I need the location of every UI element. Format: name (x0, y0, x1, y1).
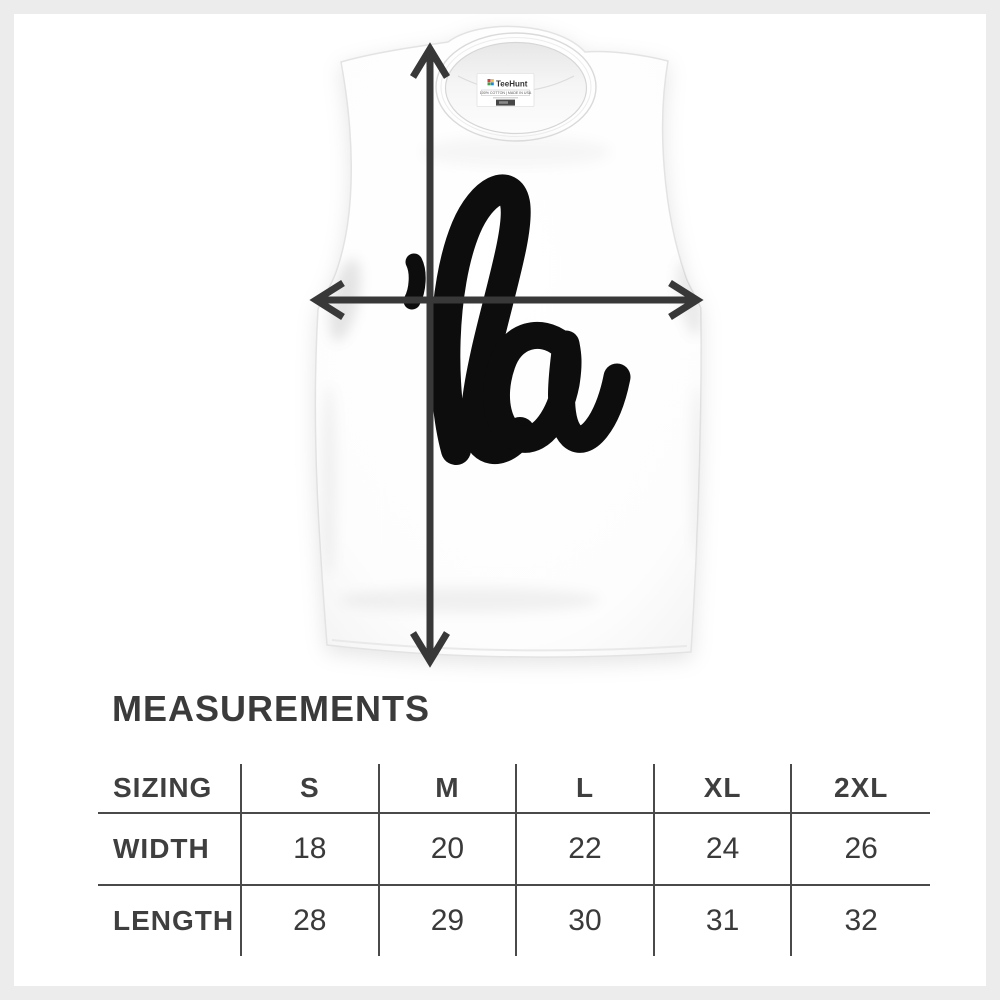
width-s: 18 (242, 814, 380, 884)
fine-print-line (493, 97, 518, 98)
col-header-l: L (517, 764, 655, 812)
col-header-2xl: 2XL (834, 772, 889, 803)
width-2xl: 26 (844, 832, 878, 865)
length-row (98, 886, 930, 956)
table-header-row (98, 764, 930, 814)
length-l: 30 (517, 886, 655, 956)
width-xl: 24 (655, 814, 793, 884)
brand-name: TeeHunt (496, 79, 528, 89)
apostrophe-stroke (412, 262, 417, 301)
measurements-title: MEASUREMENTS (112, 688, 431, 729)
length-m: 29 (380, 886, 518, 956)
row-label-width: WIDTH (98, 814, 242, 884)
length-2xl: 32 (844, 904, 878, 937)
col-header-sizing: SIZING (98, 764, 242, 812)
product-canvas (14, 14, 986, 986)
col-header-m: M (380, 764, 518, 812)
length-s: 28 (242, 886, 380, 956)
width-m: 20 (380, 814, 518, 884)
col-header-s: S (242, 764, 380, 812)
col-header-xl: XL (655, 764, 793, 812)
care-text: 100% COTTON | MADE IN USA (479, 91, 532, 96)
row-label-length: LENGTH (98, 886, 242, 956)
size-table (98, 764, 930, 956)
width-l: 22 (517, 814, 655, 884)
neck-label (477, 74, 534, 107)
length-xl: 31 (655, 886, 793, 956)
width-row (98, 814, 930, 886)
shirt (315, 26, 707, 657)
